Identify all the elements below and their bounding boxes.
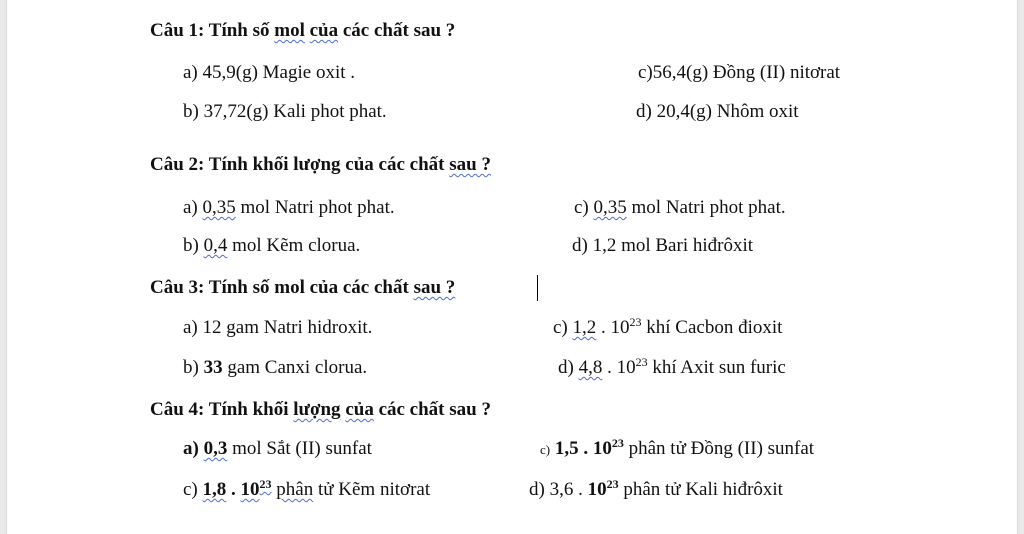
question-1-item-c: c)56,4(g) Đồng (II) nitơrat [638, 62, 841, 83]
question-4-title: Câu 4: Tính khối lượng của các chất sau ? [150, 399, 491, 420]
question-4-item-d: d) 3,6 . $10^{23}$ phân tử Kali hiđrôxit [529, 477, 783, 500]
question-4-item-c-second: c) 1,8 . $10^{23}$ phân tử Kẽm nitơrat [183, 477, 431, 500]
question-1-item-b: b) 37,72(g) Kali phot phat. [183, 101, 387, 122]
question-3-item-c: c) 1,2 . $10^{23}$ khí Cacbon đioxit [553, 315, 783, 338]
question-4-item-c-first: c) 1,5 . $10^{23}$ phân tử Đồng (II) sunfat [540, 436, 815, 459]
question-2-item-d: d) 1,2 mol Bari hiđrôxit [572, 235, 754, 256]
question-1-item-d: d) 20,4(g) Nhôm oxit [636, 101, 799, 122]
question-3-title: Câu 3: Tính số mol của các chất sau ? [150, 277, 456, 298]
question-2-item-c: c) 0,35 mol Natri phot phat. [574, 197, 786, 218]
question-2-item-b: b) 0,4 mol Kẽm clorua. [183, 235, 361, 256]
question-3-item-d: d) 4,8 . $10^{23}$ khí Axit sun furic [558, 355, 786, 378]
document-page[interactable] [6, 0, 1018, 534]
text-cursor [537, 275, 538, 301]
question-1-title: Câu 1: Tính số mol của các chất sau ? [150, 20, 456, 41]
question-1-item-a: a) 45,9(g) Magie oxit . [183, 62, 356, 83]
question-3-item-a: a) 12 gam Natri hidroxit. [183, 317, 373, 338]
question-3-item-b: b) 33 gam Canxi clorua. [183, 357, 368, 378]
question-2-title: Câu 2: Tính khối lượng của các chất sau ? [150, 154, 491, 175]
question-4-item-a: a) 0,3 mol Sắt (II) sunfat [183, 438, 372, 459]
question-2-item-a: a) 0,35 mol Natri phot phat. [183, 197, 395, 218]
